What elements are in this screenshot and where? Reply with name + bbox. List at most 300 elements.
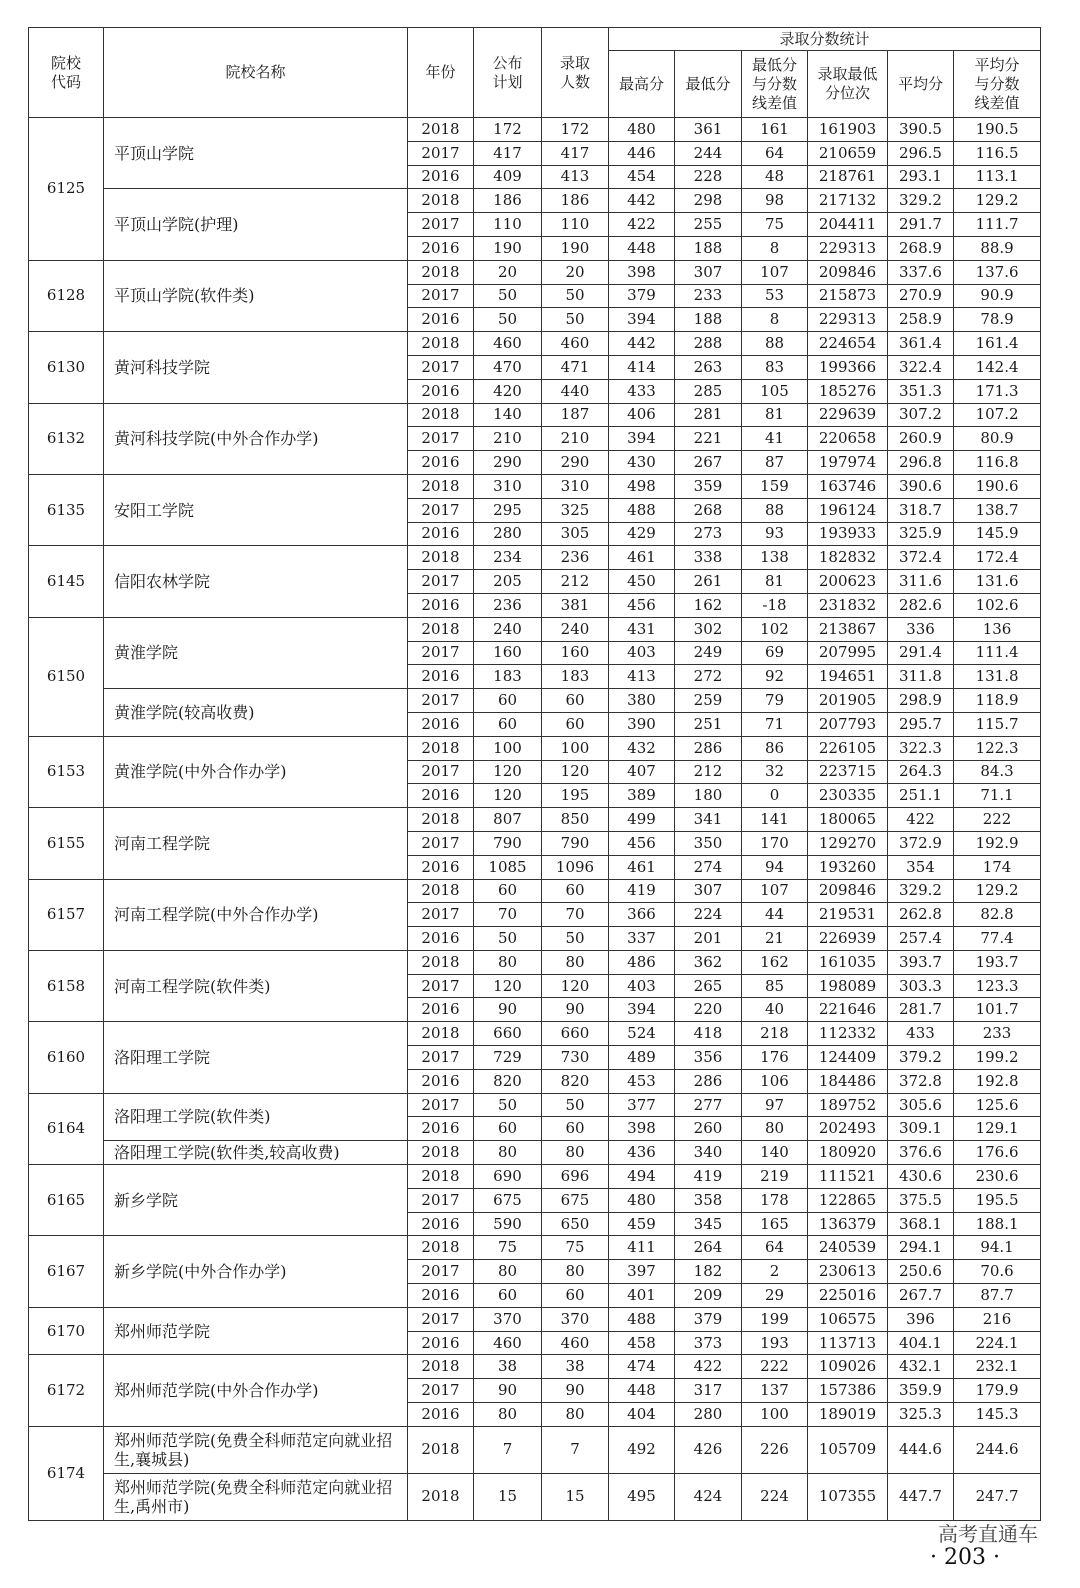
cell-avg-score: 307.2	[888, 403, 954, 427]
school-code: 6174	[29, 1426, 104, 1520]
cell-avg-score: 325.3	[888, 1403, 954, 1427]
cell-min-rank: 201905	[808, 689, 888, 713]
school-name: 平顶山学院(护理)	[104, 189, 408, 260]
table-row	[29, 736, 1041, 760]
cell-avg-score: 311.8	[888, 665, 954, 689]
cell-min-diff: 88	[742, 498, 808, 522]
cell-min-diff: 137	[742, 1379, 808, 1403]
cell-min-score: 358	[675, 1188, 742, 1212]
cell-min-rank: 224654	[808, 332, 888, 356]
cell-avg-diff: 172.4	[954, 546, 1041, 570]
cell-year: 2018	[408, 950, 474, 974]
school-code: 6125	[29, 118, 104, 261]
cell-admitted: 50	[542, 1093, 609, 1117]
cell-max-score: 403	[609, 974, 675, 998]
cell-avg-diff: 224.1	[954, 1331, 1041, 1355]
cell-year: 2018	[408, 1473, 474, 1520]
cell-plan: 210	[474, 427, 542, 451]
cell-avg-score: 393.7	[888, 950, 954, 974]
cell-admitted: 305	[542, 522, 609, 546]
cell-min-rank: 105709	[808, 1426, 888, 1473]
cell-plan: 60	[474, 1284, 542, 1308]
cell-plan: 80	[474, 1260, 542, 1284]
header-avg-diff: 平均分 与分数 线差值	[954, 51, 1041, 118]
cell-year: 2017	[408, 1307, 474, 1331]
cell-avg-diff: 190.5	[954, 118, 1041, 142]
cell-max-score: 433	[609, 379, 675, 403]
cell-year: 2018	[408, 808, 474, 832]
cell-plan: 590	[474, 1212, 542, 1236]
cell-avg-diff: 244.6	[954, 1426, 1041, 1473]
cell-avg-diff: 179.9	[954, 1379, 1041, 1403]
cell-min-diff: 107	[742, 879, 808, 903]
cell-plan: 409	[474, 165, 542, 189]
cell-min-score: 317	[675, 1379, 742, 1403]
cell-admitted: 310	[542, 474, 609, 498]
cell-avg-score: 322.4	[888, 355, 954, 379]
cell-year: 2016	[408, 451, 474, 475]
cell-avg-diff: 70.6	[954, 1260, 1041, 1284]
cell-avg-score: 325.9	[888, 522, 954, 546]
cell-plan: 110	[474, 213, 542, 237]
cell-year: 2017	[408, 141, 474, 165]
cell-min-diff: 100	[742, 1403, 808, 1427]
cell-max-score: 414	[609, 355, 675, 379]
school-code: 6165	[29, 1165, 104, 1236]
cell-min-rank: 161903	[808, 118, 888, 142]
cell-admitted: 460	[542, 332, 609, 356]
cell-avg-diff: 113.1	[954, 165, 1041, 189]
cell-avg-diff: 145.3	[954, 1403, 1041, 1427]
cell-min-score: 422	[675, 1355, 742, 1379]
header-school-code: 院校 代码	[29, 28, 104, 118]
cell-max-score: 390	[609, 712, 675, 736]
cell-min-rank: 129270	[808, 831, 888, 855]
school-code: 6132	[29, 403, 104, 474]
school-name: 新乡学院	[104, 1165, 408, 1236]
cell-avg-diff: 138.7	[954, 498, 1041, 522]
cell-max-score: 429	[609, 522, 675, 546]
cell-min-diff: 81	[742, 570, 808, 594]
cell-min-diff: 102	[742, 617, 808, 641]
header-score-stats-group: 录取分数统计	[609, 28, 1041, 51]
cell-min-diff: 140	[742, 1141, 808, 1165]
school-code: 6150	[29, 617, 104, 736]
cell-min-rank: 220658	[808, 427, 888, 451]
cell-min-score: 273	[675, 522, 742, 546]
cell-min-score: 373	[675, 1331, 742, 1355]
cell-avg-score: 270.9	[888, 284, 954, 308]
cell-max-score: 492	[609, 1426, 675, 1473]
school-name: 黄淮学院(中外合作办学)	[104, 736, 408, 807]
cell-plan: 1085	[474, 855, 542, 879]
cell-min-diff: 64	[742, 141, 808, 165]
cell-min-diff: 98	[742, 189, 808, 213]
table-row	[29, 118, 1041, 142]
cell-plan: 172	[474, 118, 542, 142]
table-row	[29, 689, 1041, 713]
cell-min-rank: 163746	[808, 474, 888, 498]
cell-year: 2017	[408, 760, 474, 784]
cell-avg-score: 422	[888, 808, 954, 832]
cell-admitted: 90	[542, 1379, 609, 1403]
cell-max-score: 419	[609, 879, 675, 903]
cell-min-diff: 69	[742, 641, 808, 665]
cell-admitted: 440	[542, 379, 609, 403]
cell-min-rank: 209846	[808, 879, 888, 903]
cell-min-score: 379	[675, 1307, 742, 1331]
cell-avg-score: 251.1	[888, 784, 954, 808]
cell-min-diff: 8	[742, 308, 808, 332]
cell-year: 2017	[408, 570, 474, 594]
cell-min-diff: 219	[742, 1165, 808, 1189]
cell-plan: 675	[474, 1188, 542, 1212]
cell-year: 2017	[408, 427, 474, 451]
cell-avg-diff: 82.8	[954, 903, 1041, 927]
cell-avg-diff: 145.9	[954, 522, 1041, 546]
cell-admitted: 236	[542, 546, 609, 570]
school-name: 黄河科技学院	[104, 332, 408, 403]
table-row	[29, 1307, 1041, 1331]
header-min-diff: 最低分 与分数 线差值	[742, 51, 808, 118]
cell-admitted: 790	[542, 831, 609, 855]
cell-year: 2018	[408, 617, 474, 641]
cell-avg-diff: 107.2	[954, 403, 1041, 427]
cell-admitted: 50	[542, 284, 609, 308]
cell-plan: 50	[474, 1093, 542, 1117]
cell-avg-score: 258.9	[888, 308, 954, 332]
cell-min-rank: 157386	[808, 1379, 888, 1403]
cell-avg-score: 281.7	[888, 998, 954, 1022]
cell-min-rank: 198089	[808, 974, 888, 998]
cell-min-rank: 182832	[808, 546, 888, 570]
cell-min-score: 419	[675, 1165, 742, 1189]
cell-min-diff: 87	[742, 451, 808, 475]
cell-min-rank: 218761	[808, 165, 888, 189]
cell-year: 2017	[408, 284, 474, 308]
cell-min-diff: 53	[742, 284, 808, 308]
cell-year: 2017	[408, 213, 474, 237]
cell-max-score: 498	[609, 474, 675, 498]
school-code: 6145	[29, 546, 104, 617]
cell-avg-diff: 161.4	[954, 332, 1041, 356]
table-row	[29, 808, 1041, 832]
cell-admitted: 172	[542, 118, 609, 142]
cell-min-rank: 113713	[808, 1331, 888, 1355]
cell-max-score: 398	[609, 1117, 675, 1141]
cell-min-diff: 41	[742, 427, 808, 451]
cell-avg-score: 298.9	[888, 689, 954, 713]
cell-min-diff: 159	[742, 474, 808, 498]
cell-plan: 80	[474, 1141, 542, 1165]
school-name: 新乡学院(中外合作办学)	[104, 1236, 408, 1307]
cell-max-score: 436	[609, 1141, 675, 1165]
school-name: 洛阳理工学院	[104, 1022, 408, 1093]
cell-min-rank: 106575	[808, 1307, 888, 1331]
cell-avg-score: 291.7	[888, 213, 954, 237]
cell-admitted: 60	[542, 1117, 609, 1141]
cell-plan: 460	[474, 332, 542, 356]
cell-avg-diff: 171.3	[954, 379, 1041, 403]
cell-min-rank: 240539	[808, 1236, 888, 1260]
cell-max-score: 448	[609, 236, 675, 260]
cell-min-score: 188	[675, 308, 742, 332]
cell-year: 2018	[408, 1236, 474, 1260]
cell-year: 2018	[408, 1426, 474, 1473]
cell-avg-score: 447.7	[888, 1473, 954, 1520]
cell-min-rank: 193260	[808, 855, 888, 879]
cell-max-score: 398	[609, 260, 675, 284]
cell-year: 2018	[408, 474, 474, 498]
cell-year: 2016	[408, 855, 474, 879]
cell-avg-score: 291.4	[888, 641, 954, 665]
cell-max-score: 454	[609, 165, 675, 189]
cell-plan: 470	[474, 355, 542, 379]
cell-avg-score: 359.9	[888, 1379, 954, 1403]
cell-plan: 310	[474, 474, 542, 498]
cell-min-score: 265	[675, 974, 742, 998]
table-body	[29, 118, 1041, 1521]
cell-year: 2016	[408, 784, 474, 808]
cell-avg-diff: 102.6	[954, 593, 1041, 617]
cell-min-score: 249	[675, 641, 742, 665]
cell-min-score: 182	[675, 1260, 742, 1284]
header-max-score: 最高分	[609, 51, 675, 118]
cell-min-score: 220	[675, 998, 742, 1022]
cell-max-score: 480	[609, 1188, 675, 1212]
cell-admitted: 60	[542, 879, 609, 903]
cell-min-diff: 97	[742, 1093, 808, 1117]
cell-min-diff: 80	[742, 1117, 808, 1141]
cell-admitted: 240	[542, 617, 609, 641]
header-year: 年份	[408, 28, 474, 118]
cell-year: 2016	[408, 379, 474, 403]
table-row	[29, 950, 1041, 974]
cell-min-diff: -18	[742, 593, 808, 617]
cell-year: 2018	[408, 1355, 474, 1379]
cell-max-score: 495	[609, 1473, 675, 1520]
school-code: 6170	[29, 1307, 104, 1355]
cell-avg-score: 404.1	[888, 1331, 954, 1355]
cell-avg-score: 368.1	[888, 1212, 954, 1236]
cell-plan: 90	[474, 998, 542, 1022]
table-row	[29, 1141, 1041, 1165]
cell-min-rank: 196124	[808, 498, 888, 522]
cell-plan: 140	[474, 403, 542, 427]
header-plan: 公布 计划	[474, 28, 542, 118]
cell-avg-score: 372.8	[888, 1069, 954, 1093]
cell-min-diff: 193	[742, 1331, 808, 1355]
school-code: 6157	[29, 879, 104, 950]
cell-admitted: 325	[542, 498, 609, 522]
cell-admitted: 417	[542, 141, 609, 165]
cell-min-score: 356	[675, 1046, 742, 1070]
cell-plan: 290	[474, 451, 542, 475]
cell-min-score: 260	[675, 1117, 742, 1141]
cell-max-score: 379	[609, 284, 675, 308]
cell-avg-diff: 199.2	[954, 1046, 1041, 1070]
cell-max-score: 448	[609, 1379, 675, 1403]
cell-max-score: 394	[609, 998, 675, 1022]
cell-min-rank: 200623	[808, 570, 888, 594]
cell-plan: 20	[474, 260, 542, 284]
school-name: 郑州师范学院(中外合作办学)	[104, 1355, 408, 1426]
cell-plan: 38	[474, 1355, 542, 1379]
cell-min-rank: 202493	[808, 1117, 888, 1141]
cell-avg-diff: 222	[954, 808, 1041, 832]
cell-avg-diff: 122.3	[954, 736, 1041, 760]
cell-admitted: 15	[542, 1473, 609, 1520]
cell-plan: 75	[474, 1236, 542, 1260]
cell-min-diff: 222	[742, 1355, 808, 1379]
cell-min-score: 221	[675, 427, 742, 451]
school-name: 黄淮学院	[104, 617, 408, 688]
cell-min-score: 259	[675, 689, 742, 713]
cell-max-score: 431	[609, 617, 675, 641]
cell-year: 2016	[408, 712, 474, 736]
cell-max-score: 401	[609, 1284, 675, 1308]
cell-year: 2016	[408, 1212, 474, 1236]
cell-avg-score: 396	[888, 1307, 954, 1331]
school-name: 黄淮学院(较高收费)	[104, 689, 408, 737]
table-row	[29, 1473, 1041, 1520]
school-code: 6135	[29, 474, 104, 545]
cell-avg-diff: 94.1	[954, 1236, 1041, 1260]
cell-min-score: 277	[675, 1093, 742, 1117]
table-row	[29, 1165, 1041, 1189]
cell-plan: 234	[474, 546, 542, 570]
cell-admitted: 50	[542, 308, 609, 332]
cell-year: 2016	[408, 236, 474, 260]
cell-min-rank: 161035	[808, 950, 888, 974]
cell-min-diff: 75	[742, 213, 808, 237]
cell-admitted: 730	[542, 1046, 609, 1070]
cell-plan: 50	[474, 284, 542, 308]
cell-min-diff: 8	[742, 236, 808, 260]
cell-min-score: 268	[675, 498, 742, 522]
school-code: 6158	[29, 950, 104, 1021]
cell-avg-diff: 71.1	[954, 784, 1041, 808]
cell-min-diff: 224	[742, 1473, 808, 1520]
cell-min-rank: 189752	[808, 1093, 888, 1117]
cell-plan: 280	[474, 522, 542, 546]
cell-min-diff: 105	[742, 379, 808, 403]
cell-min-diff: 71	[742, 712, 808, 736]
cell-min-diff: 141	[742, 808, 808, 832]
cell-min-rank: 111521	[808, 1165, 888, 1189]
cell-plan: 70	[474, 903, 542, 927]
cell-avg-diff: 78.9	[954, 308, 1041, 332]
cell-year: 2016	[408, 927, 474, 951]
cell-avg-diff: 80.9	[954, 427, 1041, 451]
cell-max-score: 394	[609, 427, 675, 451]
cell-min-diff: 21	[742, 927, 808, 951]
cell-year: 2017	[408, 903, 474, 927]
cell-min-score: 424	[675, 1473, 742, 1520]
cell-max-score: 389	[609, 784, 675, 808]
table-row	[29, 189, 1041, 213]
cell-min-diff: 226	[742, 1426, 808, 1473]
cell-plan: 190	[474, 236, 542, 260]
cell-min-rank: 229639	[808, 403, 888, 427]
cell-plan: 820	[474, 1069, 542, 1093]
cell-avg-score: 309.1	[888, 1117, 954, 1141]
table-row	[29, 1093, 1041, 1117]
cell-avg-score: 264.3	[888, 760, 954, 784]
cell-avg-score: 260.9	[888, 427, 954, 451]
cell-plan: 160	[474, 641, 542, 665]
cell-avg-score: 294.1	[888, 1236, 954, 1260]
school-code: 6153	[29, 736, 104, 807]
cell-max-score: 366	[609, 903, 675, 927]
cell-admitted: 120	[542, 760, 609, 784]
cell-admitted: 190	[542, 236, 609, 260]
cell-min-score: 302	[675, 617, 742, 641]
cell-min-score: 286	[675, 1069, 742, 1093]
cell-min-rank: 197974	[808, 451, 888, 475]
page-number: · 203 ·	[930, 1545, 1000, 1570]
header-admitted: 录取 人数	[542, 28, 609, 118]
cell-year: 2018	[408, 879, 474, 903]
cell-max-score: 337	[609, 927, 675, 951]
cell-max-score: 442	[609, 189, 675, 213]
cell-min-score: 233	[675, 284, 742, 308]
cell-min-score: 362	[675, 950, 742, 974]
cell-min-diff: 32	[742, 760, 808, 784]
cell-max-score: 430	[609, 451, 675, 475]
cell-max-score: 488	[609, 498, 675, 522]
cell-admitted: 212	[542, 570, 609, 594]
table-row	[29, 546, 1041, 570]
cell-max-score: 380	[609, 689, 675, 713]
cell-avg-score: 372.4	[888, 546, 954, 570]
cell-avg-score: 296.8	[888, 451, 954, 475]
cell-min-score: 251	[675, 712, 742, 736]
cell-min-rank: 226939	[808, 927, 888, 951]
cell-year: 2016	[408, 1117, 474, 1141]
cell-admitted: 413	[542, 165, 609, 189]
cell-avg-score: 305.6	[888, 1093, 954, 1117]
cell-admitted: 90	[542, 998, 609, 1022]
cell-avg-score: 376.6	[888, 1141, 954, 1165]
cell-avg-score: 303.3	[888, 974, 954, 998]
cell-max-score: 404	[609, 1403, 675, 1427]
cell-plan: 790	[474, 831, 542, 855]
cell-avg-score: 293.1	[888, 165, 954, 189]
cell-avg-diff: 233	[954, 1022, 1041, 1046]
cell-min-diff: 170	[742, 831, 808, 855]
cell-min-rank: 221646	[808, 998, 888, 1022]
cell-plan: 460	[474, 1331, 542, 1355]
cell-min-diff: 86	[742, 736, 808, 760]
school-code: 6167	[29, 1236, 104, 1307]
cell-min-rank: 124409	[808, 1046, 888, 1070]
cell-min-diff: 176	[742, 1046, 808, 1070]
cell-year: 2016	[408, 522, 474, 546]
cell-plan: 417	[474, 141, 542, 165]
cell-plan: 120	[474, 760, 542, 784]
cell-admitted: 187	[542, 403, 609, 427]
cell-plan: 370	[474, 1307, 542, 1331]
school-name: 郑州师范学院(免费全科师范定向就业招生,禹州市)	[104, 1473, 408, 1520]
cell-plan: 80	[474, 1403, 542, 1427]
cell-avg-diff: 129.2	[954, 189, 1041, 213]
cell-max-score: 461	[609, 855, 675, 879]
cell-year: 2017	[408, 1046, 474, 1070]
school-code: 6164	[29, 1093, 104, 1164]
cell-min-diff: 94	[742, 855, 808, 879]
cell-max-score: 453	[609, 1069, 675, 1093]
